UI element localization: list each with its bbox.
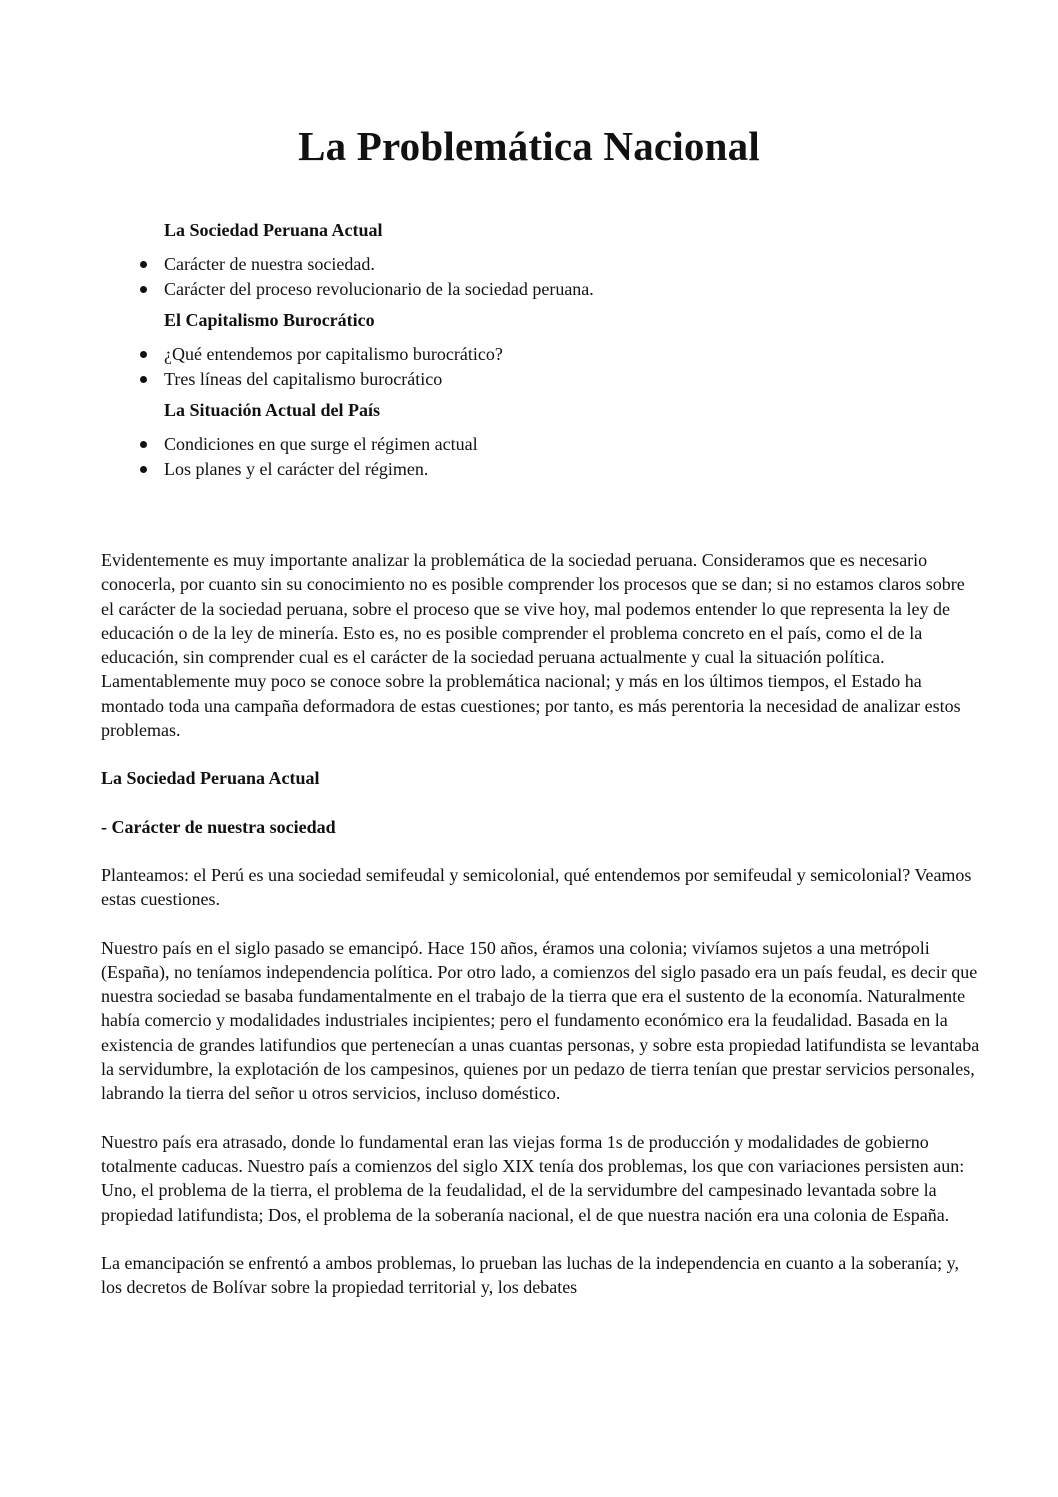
toc-list	[0, 342, 1058, 392]
document-body	[101, 548, 981, 1323]
toc-item-label: Carácter de nuestra sociedad.	[164, 254, 375, 274]
intro-paragraph: Evidentemente es muy importante analizar la problemática de la sociedad peruana. Consideramos que es necesario conocerla, por cuanto sin su conocimiento no es posible comprender los procesos que se dan; si no estamos claros sobre el carácter de la sociedad peruana, sobre el proceso que se vive hoy, mal podemos entender lo que representa la ley de educación o de la ley de minería. Esto es, no es posible comprender el problema concreto en el país, como el de la educación, sin comprender cual es el carácter de la sociedad peruana actualmente y cual la situación política. Lamentablemente muy poco se conoce sobre la problemática nacional; y más en los últimos tiempos, el Estado ha montado toda una campaña deformadora de estas cuestiones; por tanto, es más perentoria la necesidad de analizar estos problemas.	[101, 550, 965, 741]
toc-item	[0, 342, 1058, 367]
toc-heading: La Situación Actual del País	[164, 400, 381, 420]
toc-section	[0, 218, 1058, 302]
bullet-icon	[140, 376, 147, 383]
bullet-icon	[140, 441, 147, 448]
toc-item-label: Tres líneas del capitalismo burocrático	[164, 369, 443, 389]
toc-item-label: Los planes y el carácter del régimen.	[164, 459, 429, 479]
bullet-icon	[140, 286, 147, 293]
bullet-icon	[140, 261, 147, 268]
toc-section	[0, 308, 1058, 392]
toc-heading: La Sociedad Peruana Actual	[164, 220, 383, 240]
toc-list	[0, 432, 1058, 482]
body-paragraph: La emancipación se enfrentó a ambos problemas, lo prueban las luchas de la independencia en cuanto a la soberanía; y, los decretos de Bolívar sobre la propiedad territorial y, los debates	[101, 1252, 959, 1298]
bullet-icon	[140, 351, 147, 358]
body-paragraph: Planteamos: el Perú es una sociedad semifeudal y semicolonial, qué entendemos por semifeudal y semicolonial? Veamos estas cuestiones.	[101, 864, 972, 910]
toc-section	[0, 398, 1058, 482]
body-paragraph: Nuestro país en el siglo pasado se emancipó. Hace 150 años, éramos una colonia; vivíamos sujetos a una metrópoli (España), no teníamos independencia política. Por otro lado, a comienzos del siglo pasado era un país feudal, es decir que nuestra sociedad se basaba fundamentalmente en el trabajo de la tierra que era el sustento de la economía. Naturalmente había comercio y modalidades industriales incipientes; pero el fundamento económico era la feudalidad. Basada en la existencia de grandes latifundios que pertenecían a unas cuantas personas, y sobre esta propiedad latifundista se levantaba la servidumbre, la explotación de los campesinos, quienes por un pedazo de tierra tenían que prestar servicios personales, labrando la tierra del señor u otros servicios, incluso doméstico.	[101, 937, 980, 1104]
toc-heading: El Capitalismo Burocrático	[164, 310, 375, 330]
document-title: La Problemática Nacional	[298, 123, 760, 169]
toc-item-label: Condiciones en que surge el régimen actual	[164, 434, 478, 454]
toc-item	[0, 457, 1058, 482]
toc-list	[0, 252, 1058, 302]
toc-item	[0, 277, 1058, 302]
toc-item-label: ¿Qué entendemos por capitalismo burocrático?	[164, 344, 503, 364]
subsection-heading: - Carácter de nuestra sociedad	[101, 816, 336, 837]
toc-item	[0, 432, 1058, 457]
table-of-contents	[0, 218, 1058, 488]
bullet-icon	[140, 466, 147, 473]
toc-item-label: Carácter del proceso revolucionario de la sociedad peruana.	[164, 279, 594, 299]
body-paragraph: Nuestro país era atrasado, donde lo fundamental eran las viejas forma 1s de producción y modalidades de gobierno totalmente caducas. Nuestro país a comienzos del siglo XIX tenía dos problemas, los que con variaciones persisten aun: Uno, el problema de la tierra, el problema de la feudalidad, el de la servidumbre del campesinado levantada sobre la propiedad latifundista; Dos, el problema de la soberanía nacional, el de que nuestra nación era una colonia de España.	[101, 1131, 965, 1225]
section-heading: La Sociedad Peruana Actual	[101, 768, 320, 789]
toc-item	[0, 252, 1058, 277]
toc-item	[0, 367, 1058, 392]
